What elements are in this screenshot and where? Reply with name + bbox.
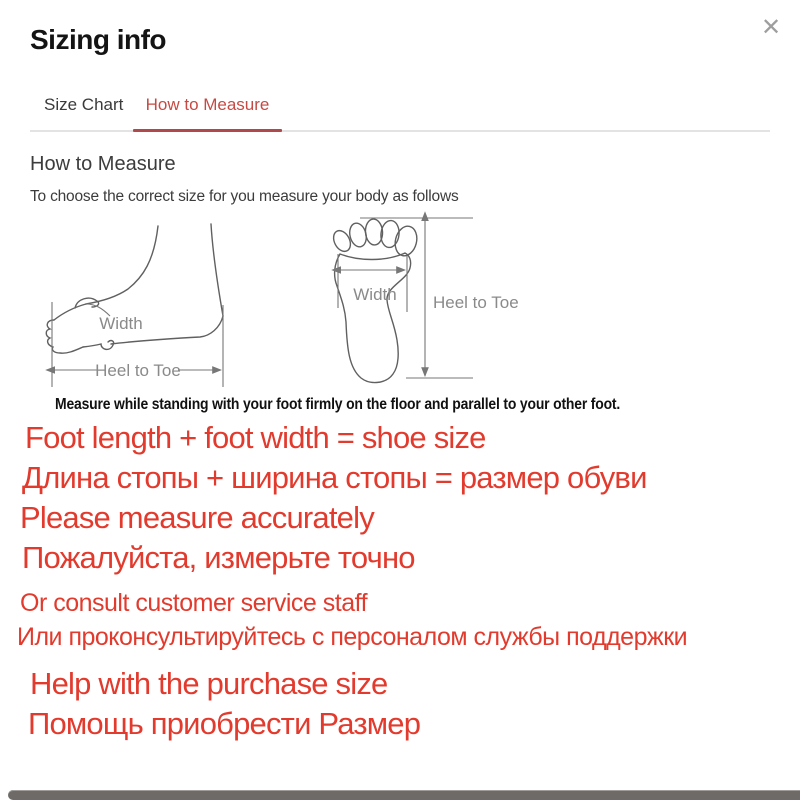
tab-how-to-measure[interactable]: How to Measure: [145, 95, 270, 114]
tab-size-chart[interactable]: Size Chart: [44, 95, 124, 114]
measure-caption: Measure while standing with your foot firmly on the floor and parallel to your other foot.: [55, 396, 621, 413]
active-tab-underline: [133, 129, 282, 132]
top-view-width-label: Width: [353, 285, 397, 304]
section-subheading: To choose the correct size for you measure your body as follows: [30, 188, 459, 205]
note-consult-staff-en: Or consult customer service staff: [20, 589, 368, 617]
sizing-notes: [0, 418, 800, 744]
note-shoe-size-formula-en: Foot length + foot width = shoe size: [25, 420, 486, 455]
close-icon[interactable]: ✕: [754, 10, 788, 44]
top-view-heel-to-toe-label: Heel to Toe: [433, 293, 519, 312]
foot-side-outline: [46, 224, 223, 353]
note-measure-accurately-en: Please measure accurately: [20, 500, 374, 535]
note-purchase-help-en: Help with the purchase size: [30, 666, 388, 701]
section-heading: How to Measure: [30, 153, 176, 175]
note-measure-accurately-ru: Пожалуйста, измерьте точно: [22, 540, 415, 575]
note-shoe-size-formula-ru: Длина стопы + ширина стопы = размер обуви: [22, 460, 647, 495]
side-view-heel-to-toe-label: Heel to Toe: [95, 361, 181, 380]
foot-side-view-diagram: [40, 213, 235, 391]
modal-title: Sizing info: [30, 24, 167, 55]
side-view-width-label: Width: [99, 314, 143, 333]
foot-top-view-diagram: [330, 210, 528, 392]
note-purchase-help-ru: Помощь приобрести Размер: [28, 706, 421, 741]
note-consult-staff-ru: Или проконсультируйтесь с персоналом службы поддержки: [17, 623, 688, 651]
bottom-bar: [8, 790, 800, 800]
